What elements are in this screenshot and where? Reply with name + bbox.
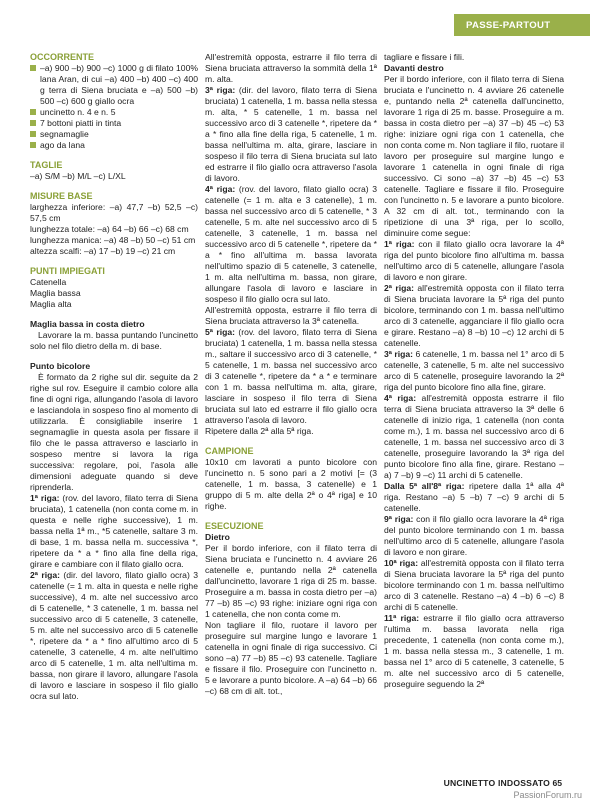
paragraph: 5ª riga: (rov. del lavoro, filato terra di Siena bruciata) 1 catenella, 1 m. bassa nella stessa m., saltare il successivo arco di 3 catenelle, * 5 catenelle, 1 m. bassa nel successivo arco di 3 catenelle *, ripetere da * a * e terminare con 1 m. bassa nell'ultima m. alta, girare, lasciare in sospeso il filo terra di Siena bruciata sul lato ed estrarre il filo giallo ocra attraverso l'asola di lavoro.	[205, 327, 377, 425]
paragraph: 10x10 cm lavorati a punto bicolore con l'uncinetto n. 5 sono pari a 2 motivi [= (3 catenelle, 1 m. bassa, 3 catenelle) e 1 gruppo di 5 m. alte della 2ª o 4ª riga] e 10 righe.	[205, 457, 377, 511]
watermark: PassionForum.ru	[513, 790, 582, 800]
subheading: Maglia bassa in costa dietro	[30, 319, 145, 329]
section-tab: PASSE-PARTOUT	[454, 14, 590, 36]
paragraph: Per il bordo inferiore, con il filato terra di Siena bruciata e l'uncinetto n. 4 avviare 26 catenelle e, puntando nella 2ª catenella dall'uncinetto, lavorare 1 riga di 25 m. basse. Proseguire a m. bassa in costa dietro per –a) 37 –b) 45 –c) 53 righe: iniziare ogni riga con 1 catenella, che non conta come m. Non tagliare il filo, ruotare il lavoro per proseguire sul margine lungo e lavorare 1 catenella in ogni finale di riga successivo. Ci sono –a) 37 –b) 45 –c) 53 catenelle. Tagliare e fissare il filo. Proseguire con l'uncinetto n. 5 e lavorare a punto bicolore. A 32 cm di alt. tot., terminando con la ripetizione di una 3ª riga, per lo scollo, diminuire come segue:	[384, 74, 564, 238]
misure-line: lunghezza manica: –a) 48 –b) 50 –c) 51 cm	[30, 235, 196, 245]
list-item: uncinetto n. 4 e n. 5	[30, 107, 198, 118]
square-bullet-icon	[30, 65, 36, 71]
taglie-heading: TAGLIE	[30, 160, 63, 170]
paragraph: Non tagliare il filo, ruotare il lavoro per proseguire sul margine lungo e lavorare 1 catenella in ogni finale di riga successivo. Ci sono –a) 77 –b) 85 –c) 93 catenelle. Tagliare e fissare il filo. Proseguire con l'uncinetto n. 5 e lavorare a punto bicolore. A –a) 64 –b) 66 –c) 68 cm di alt. tot.,	[205, 620, 377, 696]
paragraph: Per il bordo inferiore, con il filato terra di Siena bruciata e l'uncinetto n. 4 avviare 26 catenelle e, puntando nella 2ª catenella dall'uncinetto, lavorare 1 riga di 25 m. basse. Proseguire a m. bassa in costa dietro per –a) 77 –b) 85 –c) 93 righe: iniziare ogni riga con 1 catenella, che non conta come m.	[205, 543, 377, 619]
square-bullet-icon	[30, 131, 36, 137]
list-item: segnamaglie	[30, 129, 198, 140]
column-2	[205, 52, 377, 697]
subheading: Dietro	[205, 532, 230, 542]
subheading: Punto bicolore	[30, 361, 91, 371]
campione-heading: CAMPIONE	[205, 446, 254, 456]
taglie-text: –a) S/M –b) M/L –c) L/XL	[30, 171, 126, 181]
column-3	[384, 52, 564, 690]
square-bullet-icon	[30, 109, 36, 115]
column-1	[30, 52, 198, 702]
punti-heading: PUNTI IMPIEGATI	[30, 266, 105, 276]
paragraph: 3ª riga: (dir. del lavoro, filato terra di Siena bruciata) 1 catenella, 1 m. bassa nella stessa m. alta, * 5 catenelle, 1 m. bassa nel successivo arco di 3 catenelle *, ripetere da * a * fino alla fine della riga, 5 catenelle, 1 m. bassa nell'ultima m. alta, girare, lasciare in sospeso il filo terra di Siena bruciata sul lato ed estrarre il filo giallo ocra attraverso l'asola di lavoro.	[205, 85, 377, 183]
esecuzione-heading: ESECUZIONE	[205, 521, 264, 531]
paragraph: 4ª riga: all'estremità opposta estrarre il filo terra di Siena bruciata attraverso la 3ª delle 6 catenelle di inizio riga, 1 catenella (non conta come m.), 1 m. bassa nel successivo arco di 6 catenelle, 1 m. bassa nel successivo arco di 3 catenelle, proseguire lavorando la 3ª riga del punto bicolore fino alla fine, girare. Restano –a) 7 –b) 9 –c) 11 archi di 5 catenelle.	[384, 393, 564, 480]
paragraph: È formato da 2 righe sul dir. seguite da 2 righe sul rov. Eseguire il cambio colore alla fine di ogni riga, allungando l'asola di lavoro e lasciandola in sospeso fino al momento di utilizzarla. È consigliabile inserire 1 segnamaglie in questa asola per fissare il filo che le passa attraverso e lasciarlo in sospeso mentre si lavora la riga successiva: regolare, poi, l'asola alle dimensioni adeguate quando si deve riprenderla.	[30, 372, 198, 492]
subheading: Davanti destro	[384, 63, 444, 73]
misure-line: larghezza inferiore: –a) 47,7 –b) 52,5 –c) 57,5 cm	[30, 202, 198, 223]
paragraph: 2ª riga: all'estremità opposta con il filato terra di Siena bruciata lavorare la 5ª riga del punto bicolore, terminando con 1 m. bassa nell'ultimo arco di 3 catenelle, agganciare il filo giallo ocra e girare. Restano –a) 8 –b) 10 –c) 12 archi di 5 catenelle.	[384, 283, 564, 348]
paragraph: 1ª riga: (rov. del lavoro, filato terra di Siena bruciata), 1 catenella (non conta come m. in questa e nelle righe successive), 1 m. bassa nella 1ª m., *5 catenelle, saltare 3 m. di base, 1 m. bassa nella m. successiva *, ripetere da * a * fino alla fine della riga, girare e cambiare con il filato giallo ocra.	[30, 493, 198, 569]
page-number: 65	[552, 778, 562, 788]
misure-line: lunghezza totale: –a) 64 –b) 66 –c) 68 cm	[30, 224, 189, 234]
paragraph: 2ª riga: (dir. del lavoro, filato giallo ocra) 3 catenelle (= 1 m. alta in questa e nelle righe successive), 4 m. alte nel successivo arco di 5 catenelle, * 3 catenelle, 1 m. bassa nel successivo arco di 5 catenelle, 3 catenelle, 5 m. alte nel successivo arco di 5 catenelle *, ripetere da * a * fino all'ultimo arco di 5 catenelle, 3 catenelle, 4 m. alte nell'ultimo arco di 5 catenelle, 1 m. alta nell'ultima m. bassa, non girare il lavoro, allungare l'asola di lavoro e lasciare in sospeso il filo giallo ocra sul lato.	[30, 570, 198, 701]
paragraph: Dalla 5ª all'8ª riga: ripetere dalla 1ª alla 4ª riga. Restano –a) 5 –b) 7 –c) 9 archi di 5 catenelle.	[384, 481, 564, 513]
punto-item: Maglia alta	[30, 299, 72, 309]
list-item: –a) 900 –b) 900 –c) 1000 g di filato 100% lana Aran, di cui –a) 400 –b) 400 –c) 400 g terra di Siena bruciata e –a) 500 –b) 500 –c) 600 g giallo ocra	[30, 63, 198, 107]
magazine-title: UNCINETTO INDOSSATO	[443, 778, 551, 788]
misure-line: altezza scalfi: –a) 17 –b) 19 –c) 21 cm	[30, 246, 176, 256]
paragraph: Ripetere dalla 2ª alla 5ª riga.	[205, 426, 314, 436]
paragraph: 1ª riga: con il filato giallo ocra lavorare la 4ª riga del punto bicolore fino all'ultima m. bassa nell'ultimo arco di 5 catenelle, allungare l'asola di lavoro e non girare.	[384, 239, 564, 282]
paragraph: Lavorare la m. bassa puntando l'uncinetto solo nel filo dietro della m. di base.	[30, 330, 198, 351]
list-item: ago da lana	[30, 140, 198, 151]
square-bullet-icon	[30, 120, 36, 126]
paragraph: tagliare e fissare i fili.	[384, 52, 465, 62]
punto-item: Catenella	[30, 277, 67, 287]
paragraph: 4ª riga: (rov. del lavoro, filato giallo ocra) 3 catenelle (= 1 m. alta e 3 catenelle), 1 m. bassa nel successivo arco di 5 catenelle, * 3 catenelle, 5 m. alte nel successivo arco di 5 catenelle, 3 catenelle, 1 m. bassa nel successivo arco di 5 catenelle *, ripetere da * a * fino all'ultima m. bassa lavorata nell'ultimo spazio di 5 catenelle, 3 catenelle, 1 m. alta nell'ultima m. bassa, non girare, allungare l'asola di lavoro e lasciare in sospeso il filo giallo ocra sul lato.	[205, 184, 377, 304]
paragraph: 3ª riga: 6 catenelle, 1 m. bassa nel 1° arco di 5 catenelle, 3 catenelle, 5 m. alte nel successivo arco di 5 catenelle, proseguire lavorando la 2ª riga del punto bicolore fino alla fine, girare.	[384, 349, 564, 392]
page-footer	[444, 778, 562, 788]
paragraph: 9ª riga: con il filo giallo ocra lavorare la 4ª riga del punto bicolore terminando con 1 m. bassa nell'ultimo arco di 5 catenelle, allungare l'asola di lavoro e non girare.	[384, 514, 564, 557]
misure-heading: MISURE BASE	[30, 191, 93, 201]
paragraph: All'estremità opposta, estrarre il filo terra di Siena bruciata attraverso la 3ª catenella.	[205, 305, 377, 326]
paragraph: All'estremità opposta, estrarre il filo terra di Siena bruciata attraverso la sommità della 1ª m. alta.	[205, 52, 377, 84]
punto-item: Maglia bassa	[30, 288, 81, 298]
paragraph: 11ª riga: estrarre il filo giallo ocra attraverso l'ultima m. bassa lavorata nella riga precedente, 1 catenella (non conta come m.), 1 m. bassa nella stessa m., 3 catenelle, 1 m. bassa nel 1° arco di 5 catenelle, 3 catenelle, 5 m. alte nel successivo arco di 5 catenelle, proseguire seguendo la 2ª	[384, 613, 565, 689]
list-item: 7 bottoni piatti in tinta	[30, 118, 198, 129]
paragraph: 10ª riga: all'estremità opposta con il filato terra di Siena bruciata lavorare la 5ª riga del punto bicolore terminando con 1 m. bassa nell'ultimo arco di 3 catenelle. Restano –a) 4 –b) 6 –c) 8 archi di 5 catenelle.	[384, 558, 565, 612]
occorrente-heading: OCCORRENTE	[30, 52, 95, 62]
square-bullet-icon	[30, 142, 36, 148]
